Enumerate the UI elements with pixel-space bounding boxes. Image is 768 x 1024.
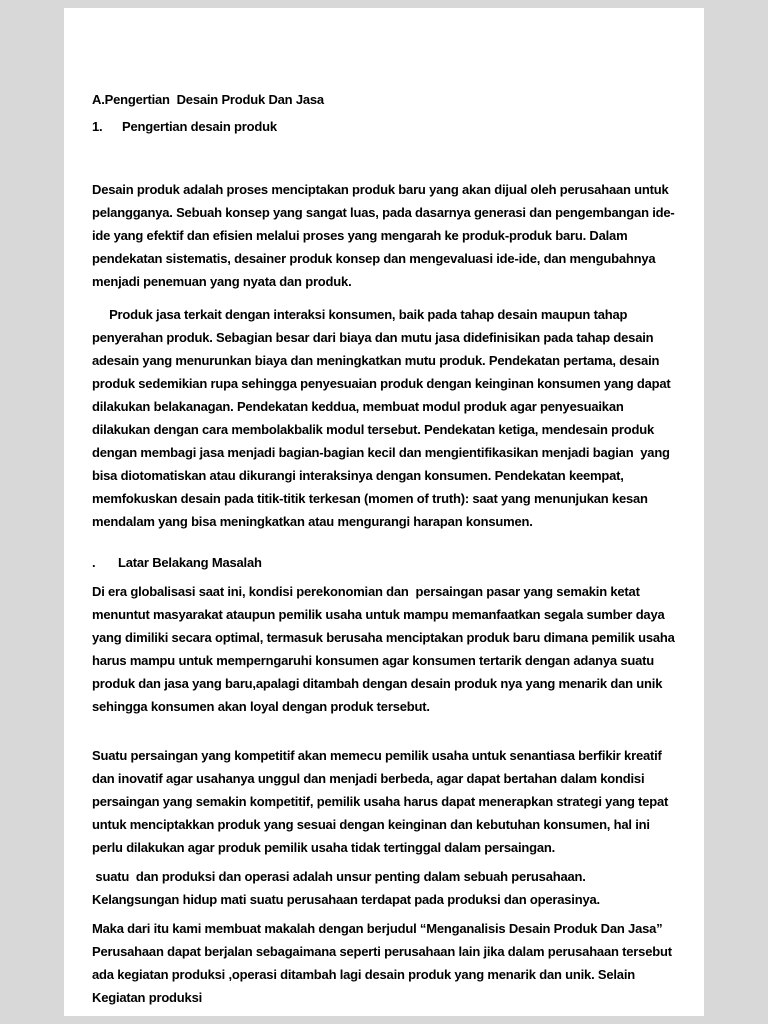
document-page — [64, 8, 704, 1016]
list-item-label: Pengertian desain produk — [122, 119, 277, 134]
section-heading: A.Pengertian Desain Produk Dan Jasa — [92, 92, 324, 107]
list-item-number: 1. — [92, 119, 103, 134]
numbered-list-item — [92, 115, 676, 138]
subsection-title: Latar Belakang Masalah — [118, 555, 262, 570]
subsection-bullet: . — [92, 555, 96, 570]
paragraph-globalisasi: Di era globalisasi saat ini, kondisi perekonomian dan persaingan pasar yang semakin ketat menuntut masyarakat ataupun pemilik usaha untuk mampu memanfaatkan segala sumber daya yang dimiliki secara optimal, termasuk berusaha menciptakan produk baru dimana pemilik usaha harus mampu untuk memperngaruhi konsumen agar konsumen tertarik dengan adanya suatu produk dan jasa yang baru,apalagi ditambah dengan desain produk nya yang menarik dan unik sehingga konsumen akan loyal dengan produk tersebut. — [92, 584, 679, 714]
paragraph-produk-jasa: Produk jasa terkait dengan interaksi konsumen, baik pada tahap desain maupun tahap penyerahan produk. Sebagian besar dari biaya dan mutu jasa didefinisikan pada tahap desain adesain yang menurunkan biaya dan meningkatkan mutu produk. Pendekatan pertama, desain produk sedemikian rupa sehingga penyesuaian produk dengan keinginan konsumen yang dapat dilakukan belakanagan. Pendekatan keddua, membuat modul produk agar penyesuaikan dilakukan dengan cara membolakbalik modul tersebut. Pendekatan ketiga, mendesain produk dengan membagi jasa menjadi bagian-bagian kecil dan mengientifikasikan menjadi bagian yang bisa diotomatiskan atau dikurangi interaksinya dengan konsumen. Pendekatan keempat, memfokuskan desain pada titik-titik terkesan (momen of truth): saat yang menunjukan kesan mendalam yang bisa meningkatkan atau mengurangi harapan konsumen. — [92, 307, 674, 529]
subsection-heading-latar-belakang — [92, 551, 676, 574]
document-body — [64, 8, 704, 1009]
paragraph-produksi-operasi: suatu dan produksi dan operasi adalah unsur penting dalam sebuah perusahaan. Kelangsungan hidup mati suatu perusahaan terdapat pada produksi dan operasinya. — [92, 869, 600, 907]
paragraph-persaingan: Suatu persaingan yang kompetitif akan memecu pemilik usaha untuk senantiasa berfikir kreatif dan inovatif agar usahanya unggul dan menjadi berbeda, agar dapat bertahan dalam kondisi persaingan yang semakin kompetitif, pemilik usaha harus dapat menerapkan strategi yang tepat untuk menciptakkan produk yang sesuai dengan keinginan dan kebutuhan konsumen, hal ini perlu dilakukan agar produk pemilik usaha tidak tertinggal dalam persaingan. — [92, 748, 672, 855]
paragraph-makalah: Maka dari itu kami membuat makalah dengan berjudul “Menganalisis Desain Produk Dan Jasa” Perusahaan dapat berjalan sebagaimana seperti perusahaan lain jika dalam perusahaan tersebut ada kegiatan produksi ,operasi ditambah lagi desain produk yang menarik dan unik. Selain Kegiatan produksi — [92, 921, 676, 1005]
paragraph-desain-produk: Desain produk adalah proses menciptakan produk baru yang akan dijual oleh perusahaan untuk pelangganya. Sebuah konsep yang sangat luas, pada dasarnya generasi dan pengembangan ide-ide yang efektif dan efisien melalui proses yang mengarah ke produk-produk baru. Dalam pendekatan sistematis, desainer produk konsep dan mengevaluasi ide-ide, dan mengubahnya menjadi penemuan yang nyata dan produk. — [92, 182, 675, 289]
